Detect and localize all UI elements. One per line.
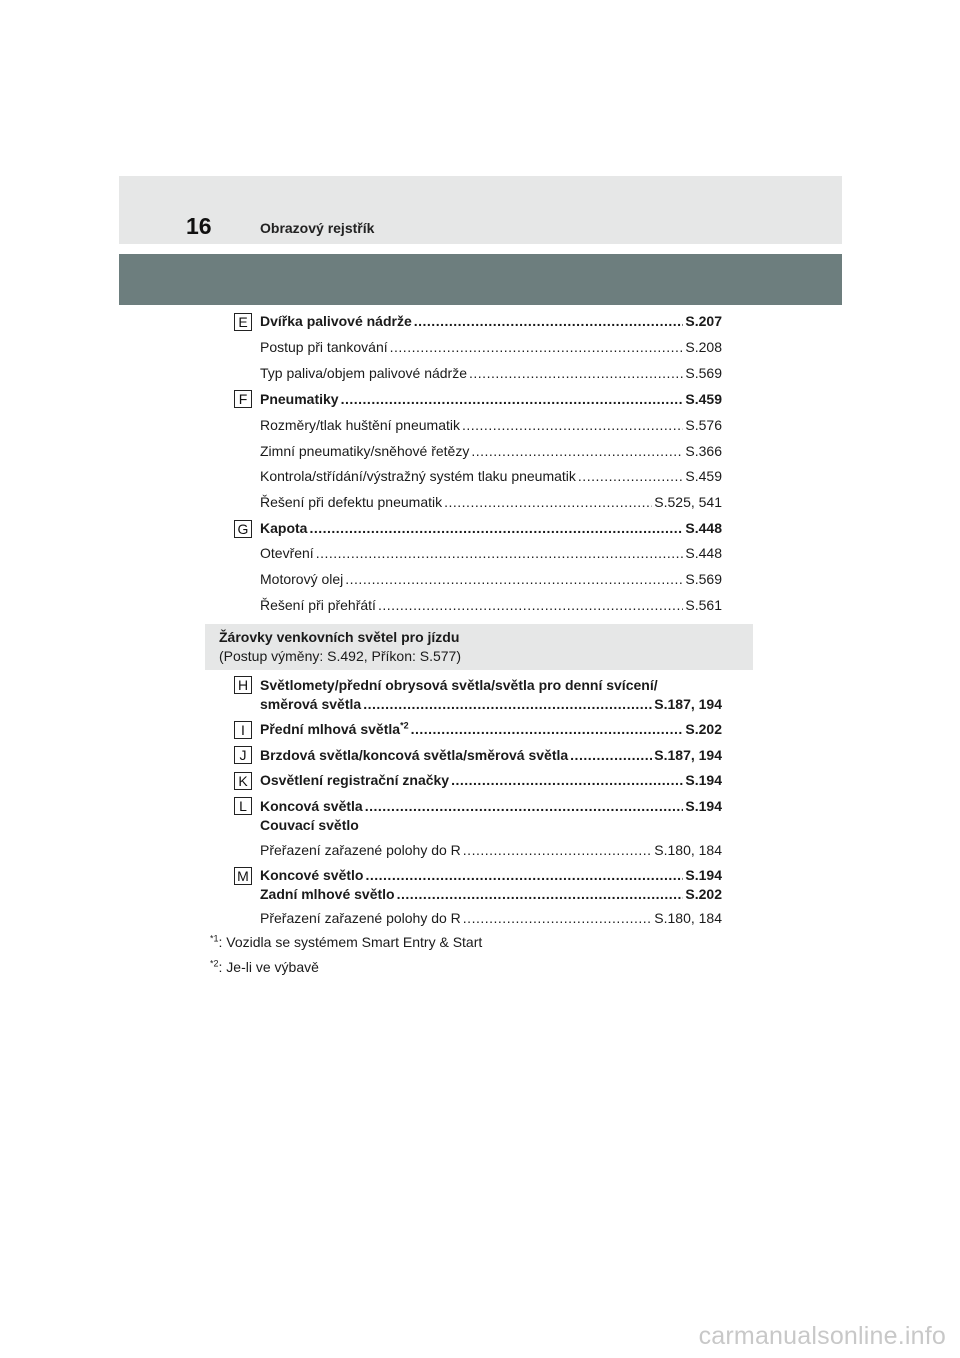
index-entry xyxy=(260,415,722,435)
footnote-text: : Je-li ve výbavě xyxy=(218,959,319,975)
index-entry xyxy=(260,770,722,790)
index-entry xyxy=(260,745,722,765)
index-entry xyxy=(260,908,722,928)
entry-label: Typ paliva/objem palivové nádrže xyxy=(260,365,468,381)
index-entry xyxy=(260,389,722,409)
footnote-mark: *2 xyxy=(210,958,219,969)
index-entry xyxy=(260,543,722,563)
entry-label: Brzdová světla/koncová světla/směrová světla xyxy=(260,747,569,763)
index-entry xyxy=(260,595,722,615)
entry-label: Koncové světlo xyxy=(260,867,364,883)
section-title: Obrazový rejstřík xyxy=(260,220,375,236)
section-letter-i: I xyxy=(234,721,252,739)
section-letter-h: H xyxy=(234,676,252,694)
index-entry xyxy=(260,719,722,739)
lamps-title: Žárovky venkovních světel pro jízdu xyxy=(219,629,460,645)
entry-page: S.202 xyxy=(685,721,722,737)
footnote-1 xyxy=(210,932,482,952)
entry-page: S.208 xyxy=(685,339,722,355)
entry-page: S.187, 194 xyxy=(654,747,722,763)
entry-page: S.459 xyxy=(685,391,722,407)
entry-page: S.180, 184 xyxy=(654,842,722,858)
watermark: carmanualsonline.info xyxy=(698,1322,946,1350)
index-entry xyxy=(260,441,722,461)
entry-page: S.207 xyxy=(685,313,722,329)
index-entry xyxy=(260,363,722,383)
entry-label: Kapota xyxy=(260,520,308,536)
entry-label: Osvětlení registrační značky xyxy=(260,772,450,788)
footnote-mark: *1 xyxy=(210,933,219,944)
section-letter-m: M xyxy=(234,867,252,885)
lamps-subtitle: (Postup výměny: S.492, Příkon: S.577) xyxy=(219,648,462,664)
entry-page: S.180, 184 xyxy=(654,910,722,926)
entry-page: S.194 xyxy=(685,798,722,814)
entry-page: S.187, 194 xyxy=(654,696,722,712)
index-entry xyxy=(260,569,722,589)
section-letter-j: J xyxy=(234,746,252,764)
entry-page: S.448 xyxy=(685,520,722,536)
page-number: 16 xyxy=(186,213,212,239)
entry-label xyxy=(260,719,409,739)
index-entry xyxy=(260,865,722,885)
entry-label: směrová světla xyxy=(260,696,362,712)
index-entry xyxy=(260,492,722,512)
index-entry xyxy=(260,311,722,331)
section-letter-k: K xyxy=(234,772,252,790)
entry-label: Dvířka palivové nádrže xyxy=(260,313,412,329)
entry-label: Zadní mlhové světlo xyxy=(260,886,395,902)
section-letter-g: G xyxy=(234,520,252,538)
footnote-mark: *2 xyxy=(400,720,409,731)
footnote-text: : Vozidla se systémem Smart Entry & Start xyxy=(218,934,483,950)
index-entry xyxy=(260,884,722,904)
entry-label: Couvací světlo xyxy=(260,817,359,833)
entry-label: Zimní pneumatiky/sněhové řetězy xyxy=(260,443,470,459)
entry-label-line1: Světlomety/přední obrysová světla/světla pro denní svícení/ xyxy=(260,677,658,693)
index-entry xyxy=(260,796,722,816)
index-entry xyxy=(260,466,722,486)
footnote-2 xyxy=(210,957,319,977)
index-entry xyxy=(260,337,722,357)
index-entry xyxy=(260,694,722,714)
entry-page: S.448 xyxy=(685,545,722,561)
section-letter-e: E xyxy=(234,313,252,331)
entry-label: Otevření xyxy=(260,545,314,561)
entry-label: Přeřazení zařazené polohy do R xyxy=(260,910,461,926)
entry-page: S.366 xyxy=(685,443,722,459)
section-letter-f: F xyxy=(234,390,252,408)
entry-page: S.202 xyxy=(685,886,722,902)
entry-page: S.459 xyxy=(685,468,722,484)
section-letter-l: L xyxy=(234,797,252,815)
entry-page: S.194 xyxy=(685,772,722,788)
entry-label: Koncová světla xyxy=(260,798,363,814)
entry-label-text: Přední mlhová světla xyxy=(260,721,401,737)
entry-label: Motorový olej xyxy=(260,571,344,587)
index-entry xyxy=(260,840,722,860)
entry-label: Řešení při defektu pneumatik xyxy=(260,494,443,510)
entry-label: Postup při tankování xyxy=(260,339,388,355)
entry-label: Pneumatiky xyxy=(260,391,339,407)
entry-label: Kontrola/střídání/výstražný systém tlaku pneumatik xyxy=(260,468,576,484)
entry-page: S.194 xyxy=(685,867,722,883)
entry-page: S.569 xyxy=(685,365,722,381)
entry-label: Přeřazení zařazené polohy do R xyxy=(260,842,461,858)
entry-label: Rozměry/tlak huštění pneumatik xyxy=(260,417,460,433)
index-entry xyxy=(260,518,722,538)
entry-page: S.576 xyxy=(685,417,722,433)
entry-page: S.569 xyxy=(685,571,722,587)
entry-page: S.525, 541 xyxy=(654,494,722,510)
entry-page: S.561 xyxy=(685,597,722,613)
entry-label: Řešení při přehřátí xyxy=(260,597,376,613)
